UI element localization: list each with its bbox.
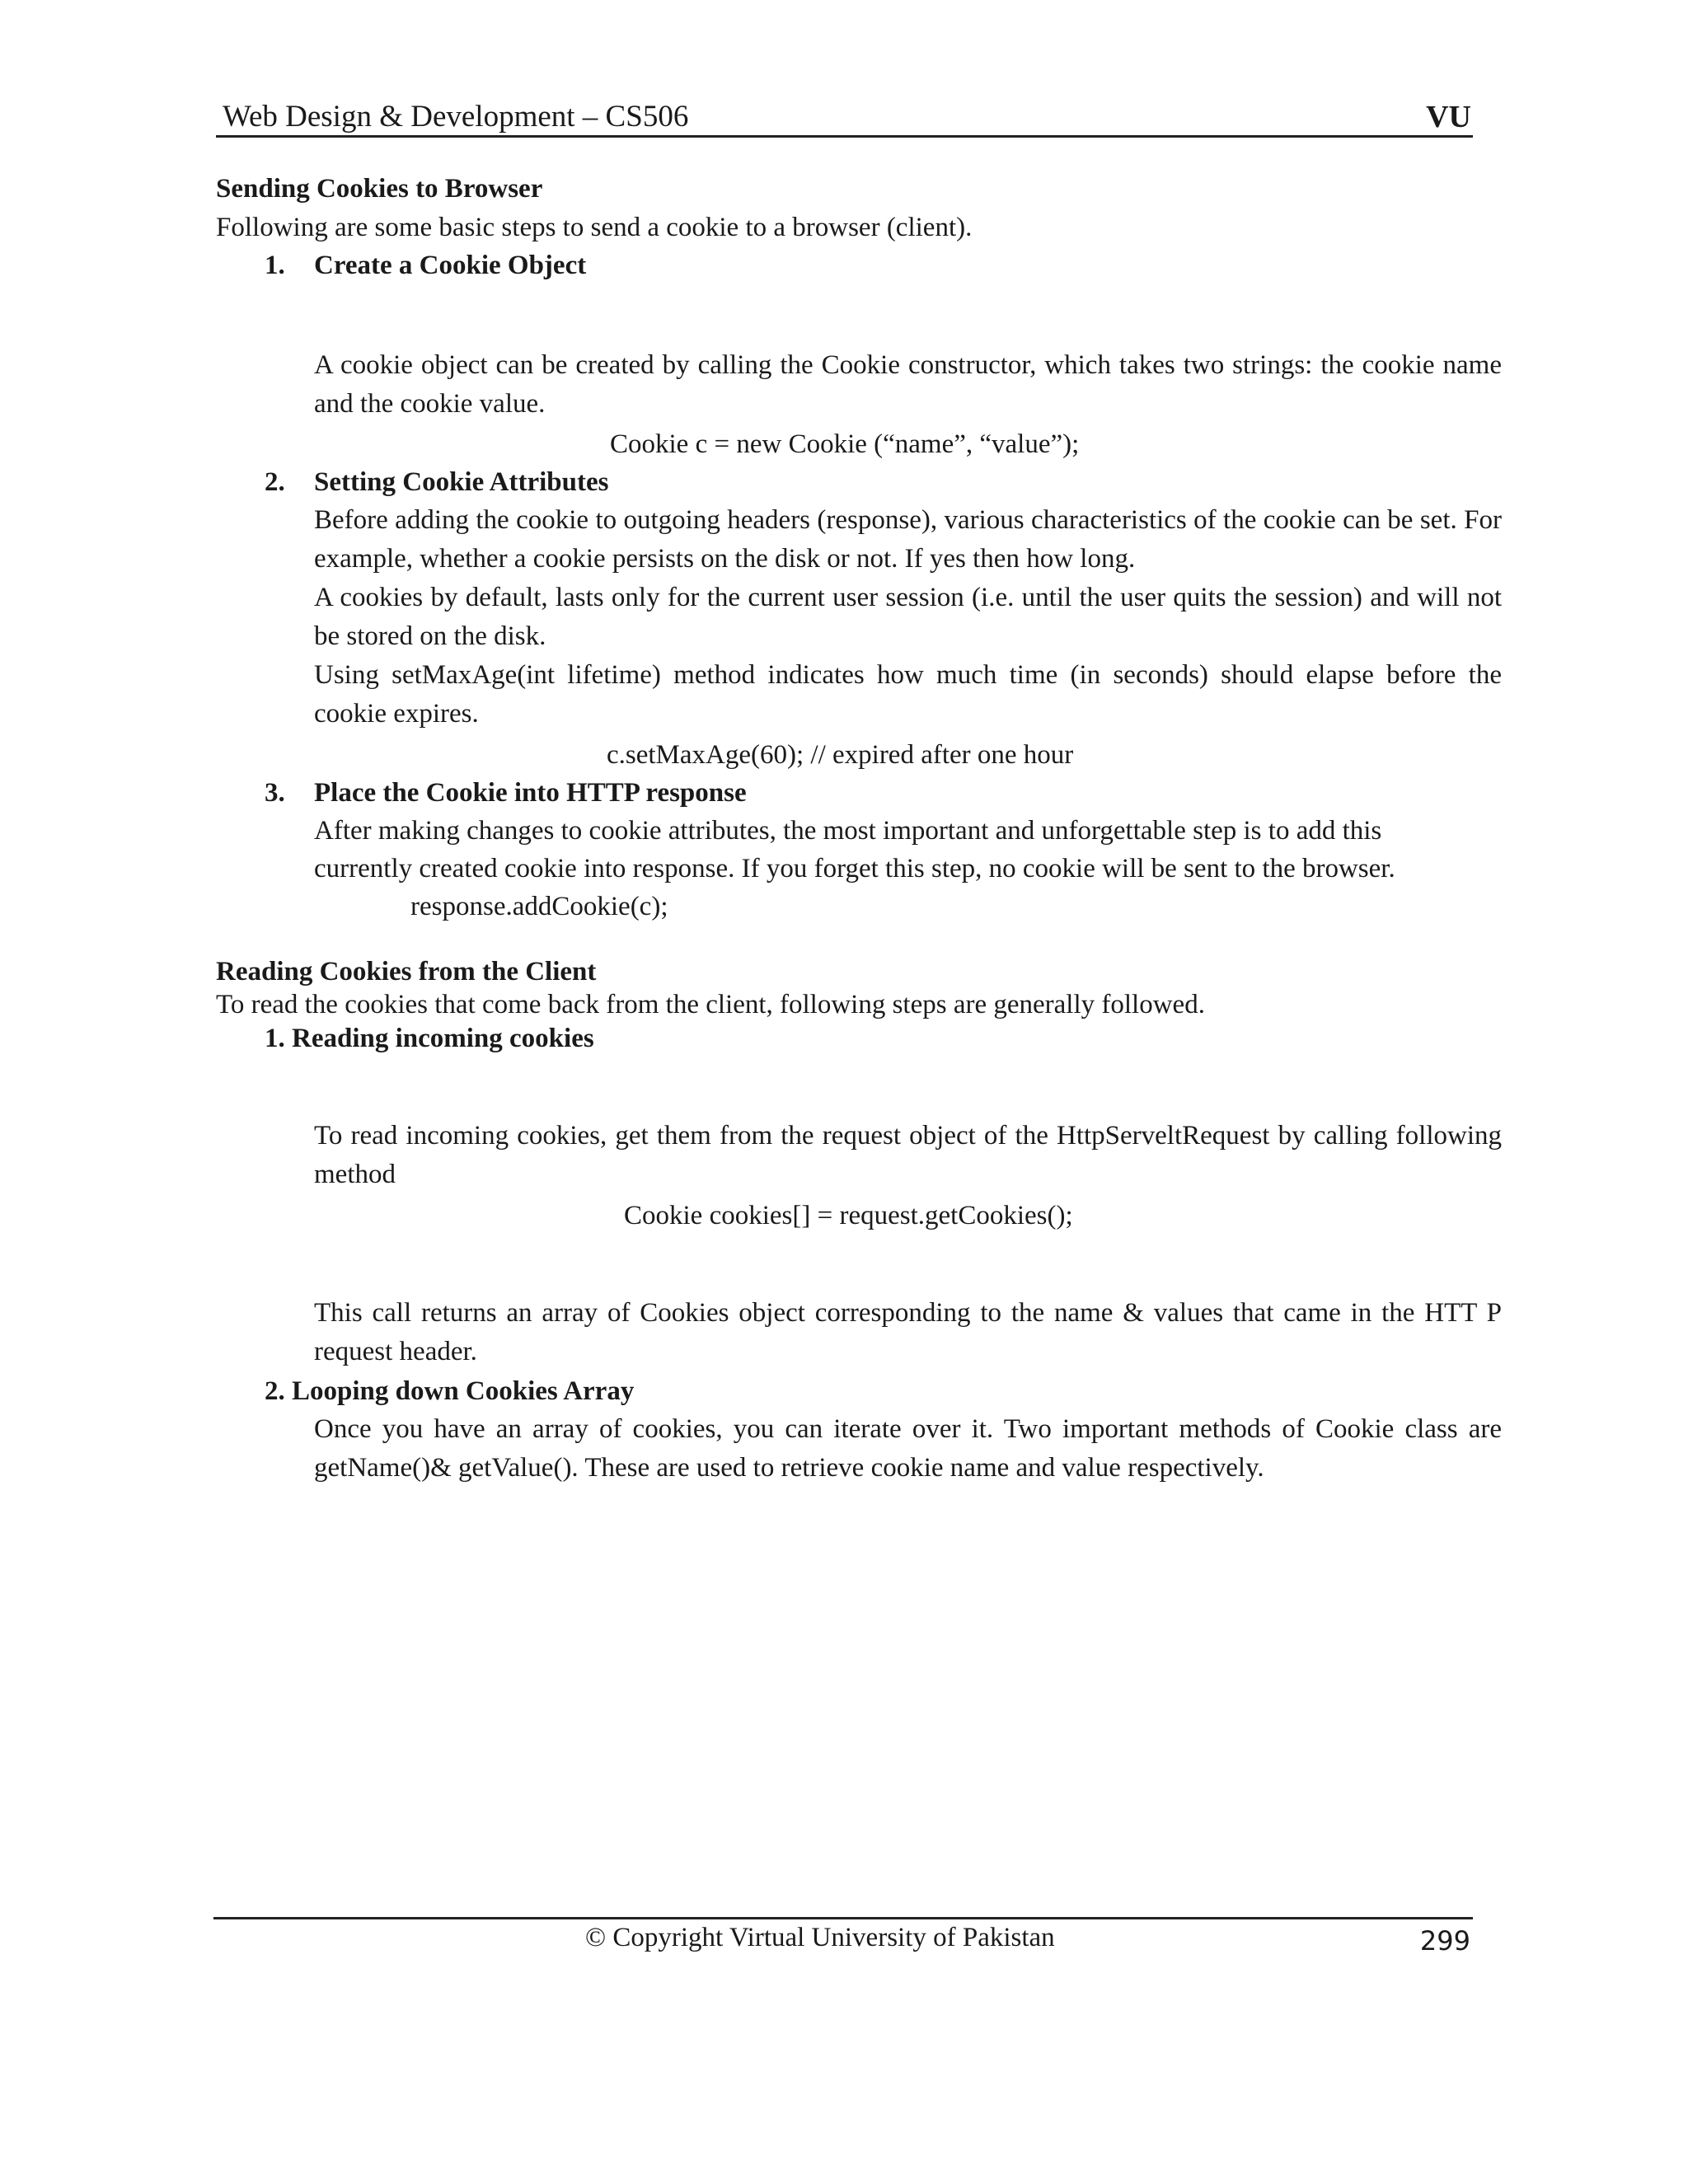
code-cookie-constructor: Cookie c = new Cookie (“name”, “value”); <box>610 429 1080 459</box>
section-heading-sending-cookies: Sending Cookies to Browser <box>216 174 543 204</box>
page-number: 299 <box>1419 1925 1470 1957</box>
step-title-place-cookie: Place the Cookie into HTTP response <box>314 778 747 808</box>
header-vu-logo-text: VU <box>1426 100 1471 134</box>
footer-divider <box>213 1917 1473 1919</box>
step-text-attributes-para3: Using setMaxAge(int lifetime) method indicates how much time (in seconds) should elapse before the cookie expires. <box>314 660 1502 729</box>
step-text-place-cookie-line1: After making changes to cookie attributes, the most important and unforgettable step is to add this <box>314 816 1382 846</box>
header-course-title: Web Design & Development – CS506 <box>223 100 689 134</box>
step-text-place-cookie-line2: currently created cookie into response. If you forget this step, no cookie will be sent to the browser. <box>314 854 1395 883</box>
step-text-create-cookie: A cookie object can be created by calling the Cookie constructor, which takes two strings: the cookie name and the cookie value. <box>314 350 1502 419</box>
step-text-attributes-para1: Before adding the cookie to outgoing headers (response), various characteristics of the cookie can be set. For example, whether a cookie persists on the disk or not. If yes then how long. <box>314 505 1502 574</box>
step-title-reading-incoming: 1. Reading incoming cookies <box>265 1024 594 1053</box>
code-set-max-age: c.setMaxAge(60); // expired after one hour <box>607 740 1074 770</box>
step-number: 3. <box>265 778 285 808</box>
step-text-attributes-para2: A cookies by default, lasts only for the current user session (i.e. until the user quits the session) and will not be stored on the disk. <box>314 583 1502 651</box>
section-intro-reading-cookies: To read the cookies that come back from the client, following steps are generally followed. <box>216 990 1205 1019</box>
step-title-looping: 2. Looping down Cookies Array <box>265 1376 635 1406</box>
step-text-reading-incoming: To read incoming cookies, get them from the request object of the HttpServeltRequest by calling following method <box>314 1121 1502 1189</box>
step-text-array-returned: This call returns an array of Cookies object corresponding to the name & values that came in the HTT P request header. <box>314 1298 1502 1366</box>
step-title-create-cookie: Create a Cookie Object <box>314 251 587 280</box>
step-number: 1. <box>265 251 285 280</box>
footer-copyright: © Copyright Virtual University of Pakistan <box>585 1923 1055 1952</box>
code-get-cookies: Cookie cookies[] = request.getCookies(); <box>624 1201 1073 1230</box>
step-number: 2. <box>265 467 285 497</box>
page-header <box>216 97 1473 138</box>
section-intro-sending-cookies: Following are some basic steps to send a cookie to a browser (client). <box>216 213 973 242</box>
section-heading-reading-cookies: Reading Cookies from the Client <box>216 957 597 987</box>
code-add-cookie: response.addCookie(c); <box>410 892 668 921</box>
step-title-setting-attributes: Setting Cookie Attributes <box>314 467 609 497</box>
step-text-looping: Once you have an array of cookies, you can iterate over it. Two important methods of Cookie class are getName()& getValue(). These are used to retrieve cookie name and value respectively. <box>314 1414 1502 1483</box>
